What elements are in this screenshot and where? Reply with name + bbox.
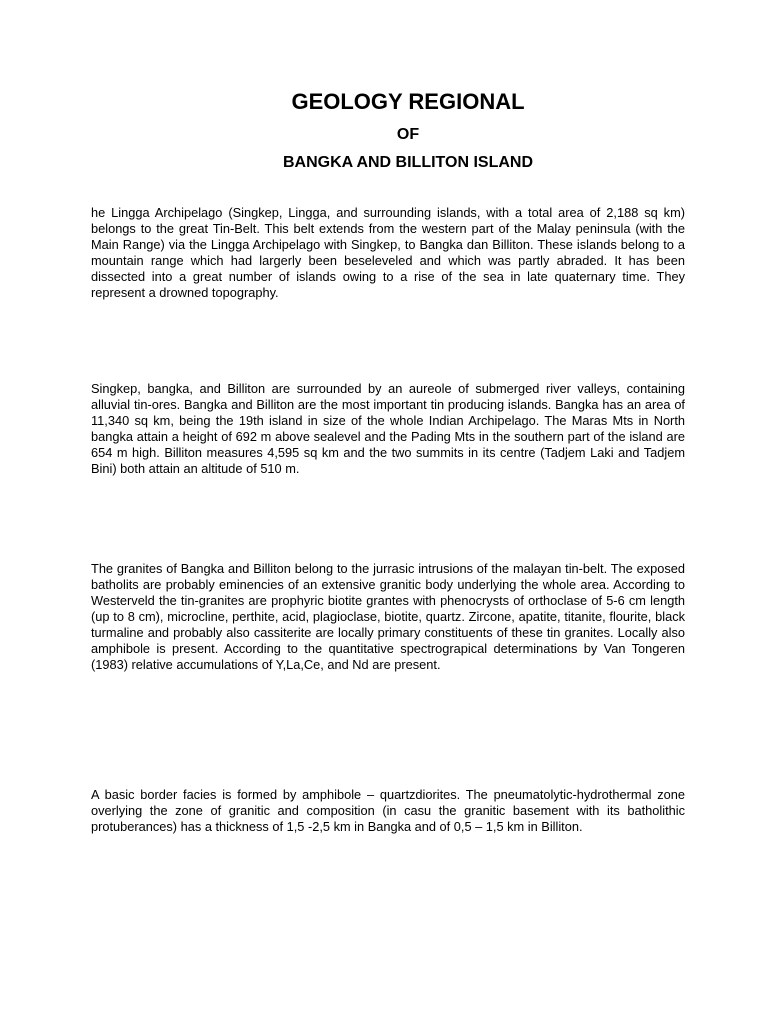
document-subtitle: BANGKA AND BILLITON ISLAND	[282, 154, 534, 171]
paragraph-3: The granites of Bangka and Billiton belong to the jurrasic intrusions of the malayan tin-belt. The exposed batholits are probably eminencies of an extensive granitic body underlying the whole area. According to Westerveld the tin-granites are prophyric biotite grantes with phenocrysts of orthoclase of 5-6 cm length (up to 8 cm), microcline, perthite, acid, plagioclase, biotite, quartz. Zircone, apatite, titanite, flourite, black turmaline and probably also cassiterite are locally primary constituents of these tin granites. Locally also amphibole is present. According to the quantitative spectrograpical determinations by Van Tongeren (1983) relative accumulations of Y,La,Ce, and Nd are present.	[91, 561, 685, 672]
document-title: GEOLOGY REGIONAL	[291, 89, 525, 114]
paragraph-2: Singkep, bangka, and Billiton are surrounded by an aureole of submerged river valleys, containing alluvial tin-ores. Bangka and Billiton are the most important tin producing islands. Bangka has an area of 11,340 sq km, being the 19th island in size of the whole Indian Archipelago. The Maras Mts in North bangka attain a height of 692 m above sealevel and the Pading Mts in the southern part of the island are 654 m high. Billiton measures 4,595 sq km and the two summits in its centre (Tadjem Laki and Tadjem Bini) both attain an altitude of 510 m.	[91, 381, 685, 476]
document-title-of: OF	[396, 126, 420, 143]
paragraph-1: he Lingga Archipelago (Singkep, Lingga, and surrounding islands, with a total area of 2,188 sq km) belongs to the great Tin-Belt. This belt extends from the western part of the Malay peninsula (with the Main Range) via the Lingga Archipelago with Singkep, to Bangka dan Billiton. These islands belong to a mountain range which had largerly been beseleveled and which was partly abraded. It has been dissected into a great number of islands owing to a rise of the sea in late quaternary time. They represent a drowned topography.	[91, 205, 685, 300]
paragraph-4: A basic border facies is formed by amphibole – quartzdiorites. The pneumatolytic-hydrothermal zone overlying the zone of granitic and composition (in casu the granitic basement with its batholithic protuberances) has a thickness of 1,5 -2,5 km in Bangka and of 0,5 – 1,5 km in Billiton.	[91, 787, 685, 834]
